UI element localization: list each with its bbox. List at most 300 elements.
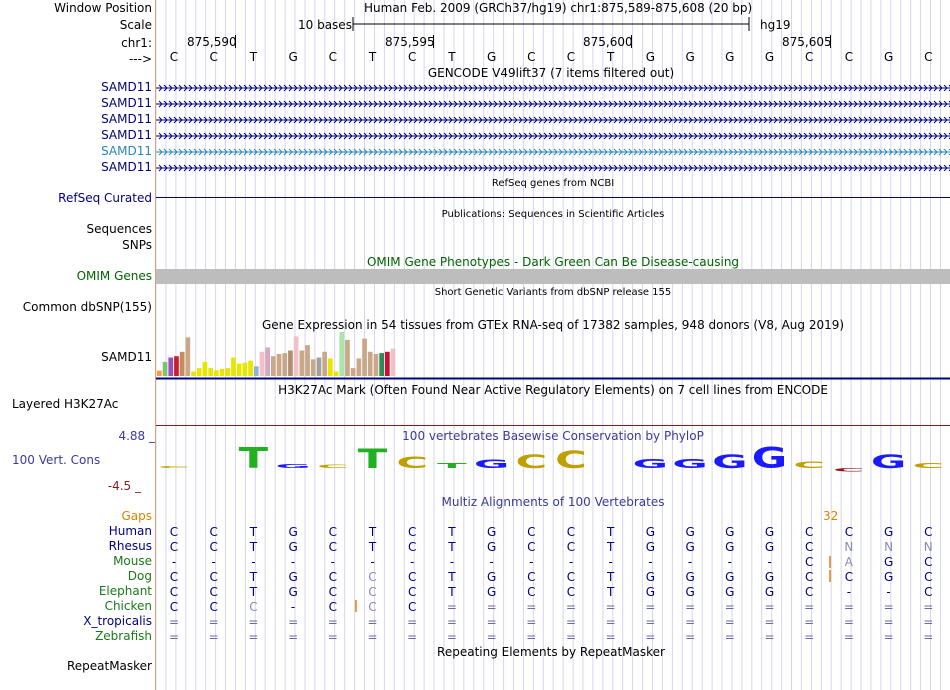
svg-text:G: G: [275, 462, 311, 470]
phylop-logo-letter: [474, 458, 509, 471]
phylop-logo-letter: [833, 468, 865, 473]
label-strand-arrow: --->: [128, 52, 152, 66]
phylop-logo-letter: [793, 460, 825, 470]
species-label-chicken: Chicken: [104, 599, 152, 613]
phylop-logo-letter: [396, 454, 428, 472]
alignment-base: =: [327, 630, 338, 644]
alignment-base: -: [648, 555, 653, 569]
alignment-base: =: [486, 615, 497, 629]
alignment-base: G: [685, 540, 695, 554]
alignment-base: =: [327, 615, 338, 629]
multiz-gap-count: 32: [823, 509, 839, 523]
alignment-base: C: [209, 540, 218, 554]
position-title: Human Feb. 2009 (GRCh37/hg19) chr1:875,589-875,608 (20 bp): [364, 1, 753, 15]
gtex-tissue-bar[interactable]: [231, 358, 236, 377]
alignment-base: C: [527, 585, 536, 599]
reference-base: C: [169, 50, 179, 64]
coord-tick-label: 875,590: [187, 35, 237, 49]
gtex-tissue-bar[interactable]: [168, 358, 173, 377]
alignment-base: =: [883, 630, 894, 644]
alignment-base: =: [923, 630, 934, 644]
alignment-base: -: [410, 555, 415, 569]
alignment-base: C: [805, 555, 814, 569]
alignment-base: T: [607, 540, 615, 554]
alignment-base: =: [446, 615, 457, 629]
gtex-tissue-bar[interactable]: [237, 364, 242, 376]
alignment-base: C: [368, 570, 377, 584]
alignment-base: G: [645, 525, 656, 539]
alignment-base: T: [448, 585, 456, 599]
phylop-logo-letter: [752, 444, 787, 475]
alignment-base: C: [209, 570, 218, 584]
gtex-tissue-bar[interactable]: [351, 368, 356, 376]
alignment-base: G: [764, 525, 775, 539]
gtex-tissue-bar[interactable]: [362, 339, 367, 376]
alignment-base: =: [565, 630, 577, 644]
alignment-base: G: [645, 540, 656, 554]
species-label-x-tropicalis: X_tropicalis: [83, 614, 152, 628]
alignment-base: C: [805, 525, 814, 539]
alignment-base: =: [407, 615, 418, 629]
gtex-tissue-bar[interactable]: [322, 352, 327, 376]
gtex-track-title: Gene Expression in 54 tissues from GTEx RNA-seq of 17382 samples, 948 donors (V8, Aug 2019): [261, 318, 845, 332]
track-label-omim[interactable]: OMIM Genes: [76, 269, 152, 283]
gtex-tissue-bar[interactable]: [180, 352, 185, 376]
scale-bar-label: 10 bases: [298, 18, 352, 32]
gtex-tissue-bar[interactable]: [385, 352, 390, 376]
gtex-tissue-bar[interactable]: [265, 347, 270, 376]
alignment-base: =: [685, 615, 696, 629]
alignment-base: -: [727, 555, 732, 569]
track-label-phylop[interactable]: 100 Vert. Cons: [12, 453, 101, 467]
svg-text:C: C: [555, 446, 587, 475]
alignment-base: N: [844, 540, 854, 554]
alignment-base: =: [446, 600, 457, 614]
species-label-elephant: Elephant: [98, 584, 152, 598]
alignment-base: =: [685, 630, 696, 644]
alignment-base: G: [883, 555, 894, 569]
species-label-mouse: Mouse: [113, 554, 152, 568]
alignment-base: C: [368, 585, 377, 599]
phylop-logo-letter: [672, 456, 707, 471]
alignment-base: =: [605, 615, 616, 629]
alignment-base: -: [290, 600, 296, 614]
reference-base: G: [288, 50, 298, 64]
alignment-base: -: [489, 555, 494, 569]
dbsnp-track-title: Short Genetic Variants from dbSNP release 155: [434, 287, 672, 298]
alignment-base: -: [568, 555, 574, 569]
gtex-tissue-bar[interactable]: [191, 372, 196, 376]
alignment-base: G: [288, 525, 298, 539]
gtex-tissue-bar[interactable]: [374, 354, 379, 376]
alignment-base: G: [645, 570, 656, 584]
alignment-base: =: [645, 630, 656, 644]
gtex-tissue-bar[interactable]: [254, 366, 259, 376]
alignment-base: -: [370, 555, 375, 569]
alignment-base: =: [486, 630, 497, 644]
track-label-snps[interactable]: SNPs: [122, 238, 152, 252]
alignment-base: =: [168, 615, 180, 629]
svg-text:G: G: [632, 456, 669, 472]
alignment-base: =: [446, 630, 457, 644]
phylop-logo-letter: [437, 462, 466, 470]
alignment-base: -: [886, 585, 891, 599]
alignment-base: G: [486, 540, 497, 554]
track-label-dbsnp[interactable]: Common dbSNP(155): [22, 300, 152, 314]
reference-base: C: [844, 50, 854, 64]
alignment-base: =: [486, 600, 497, 614]
alignment-base: N: [923, 540, 933, 554]
gtex-tissue-bar[interactable]: [288, 351, 293, 377]
gtex-tissue-bar[interactable]: [379, 353, 384, 376]
alignment-base: =: [843, 600, 854, 614]
gtex-tissue-bar[interactable]: [197, 368, 202, 376]
reference-base: C: [527, 50, 536, 64]
alignment-base: =: [526, 630, 537, 644]
phylop-logo-letter: [633, 456, 668, 471]
alignment-base: C: [328, 600, 337, 614]
track-label-h3k27ac[interactable]: Layered H3K27Ac: [12, 397, 119, 411]
alignment-base: T: [249, 540, 258, 554]
alignment-base: =: [248, 615, 259, 629]
alignment-base: C: [328, 540, 337, 554]
phylop-min-label: -4.5 _: [107, 479, 141, 493]
alignment-base: C: [328, 585, 337, 599]
alignment-base: T: [368, 540, 377, 554]
gtex-tissue-bar[interactable]: [186, 337, 191, 376]
alignment-base: C: [169, 585, 179, 599]
alignment-base: T: [448, 570, 456, 584]
alignment-base: G: [685, 585, 695, 599]
svg-text:T: T: [357, 444, 388, 475]
phylop-logo-letter: [317, 464, 349, 469]
coord-tick-label: 875,600: [583, 35, 633, 49]
species-label-human: Human: [108, 524, 152, 538]
gtex-tissue-bar[interactable]: [391, 349, 396, 376]
alignment-base: C: [924, 570, 933, 584]
alignment-base: C: [527, 540, 536, 554]
alignment-base: C: [844, 570, 854, 584]
gtex-tissue-bar[interactable]: [311, 359, 316, 376]
alignment-base: =: [288, 615, 299, 629]
alignment-base: C: [566, 525, 576, 539]
coord-tick-label: 875,595: [385, 35, 435, 49]
multiz-gaps-label: Gaps: [121, 509, 152, 523]
alignment-base: T: [607, 585, 615, 599]
alignment-base: C: [527, 525, 536, 539]
gtex-expression-chart[interactable]: [156, 332, 950, 380]
gtex-tissue-bar[interactable]: [243, 363, 248, 376]
alignment-base: T: [448, 525, 456, 539]
alignment-base: =: [605, 600, 616, 614]
alignment-base: =: [923, 600, 934, 614]
alignment-base: G: [764, 540, 775, 554]
alignment-base: =: [685, 600, 696, 614]
alignment-base: -: [290, 555, 296, 569]
gtex-tissue-bar[interactable]: [357, 358, 362, 376]
svg-text:C: C: [833, 467, 865, 473]
alignment-base: -: [171, 555, 177, 569]
phylop-logo-letter: [515, 451, 547, 473]
gene-label-samd11[interactable]: SAMD11: [101, 96, 152, 110]
phylop-track-title: 100 vertebrates Basewise Conservation by PhyloP: [402, 429, 704, 443]
repeatmasker-track-title: Repeating Elements by RepeatMasker: [437, 645, 665, 659]
alignment-base: G: [883, 525, 894, 539]
alignment-base: C: [924, 525, 933, 539]
alignment-base: G: [288, 540, 298, 554]
alignment-base: =: [526, 615, 537, 629]
alignment-base: T: [249, 585, 258, 599]
gtex-tissue-bar[interactable]: [225, 368, 230, 376]
alignment-base: -: [330, 555, 335, 569]
alignment-base: G: [486, 570, 497, 584]
track-label-refseq[interactable]: RefSeq Curated: [58, 191, 152, 205]
refseq-gene-line[interactable]: [156, 197, 950, 198]
phylop-logo-letter: [358, 444, 388, 475]
svg-text:C: C: [316, 464, 349, 470]
alignment-base: A: [844, 555, 854, 569]
alignment-base: G: [486, 525, 497, 539]
gene-label-samd11[interactable]: SAMD11: [101, 144, 152, 158]
svg-text:C: C: [515, 450, 548, 473]
alignment-base: =: [843, 615, 854, 629]
gtex-tissue-bar[interactable]: [271, 356, 276, 376]
alignment-base: C: [408, 540, 417, 554]
alignment-base: C: [566, 585, 576, 599]
alignment-base: C: [209, 585, 218, 599]
alignment-base: -: [767, 555, 772, 569]
reference-base: G: [764, 50, 775, 64]
gtex-tissue-bar[interactable]: [368, 352, 373, 376]
species-label-zebrafish: Zebrafish: [95, 629, 152, 643]
alignment-base: T: [607, 525, 615, 539]
label-window-position: Window Position: [54, 1, 152, 15]
track-label-repeatmasker[interactable]: RepeatMasker: [66, 659, 152, 673]
reference-base: C: [805, 50, 814, 64]
gene-label-samd11[interactable]: SAMD11: [101, 160, 152, 174]
gtex-tissue-bar[interactable]: [334, 372, 339, 376]
alignment-base: C: [408, 525, 417, 539]
reference-base: C: [328, 50, 337, 64]
phylop-sequence-logo[interactable]: [156, 444, 950, 484]
reference-base: G: [725, 50, 735, 64]
alignment-base: G: [486, 585, 497, 599]
gtex-tissue-bar[interactable]: [248, 361, 253, 376]
coord-tick-label: 875,605: [782, 35, 832, 49]
alignment-base: C: [527, 570, 536, 584]
gtex-tissue-bar[interactable]: [157, 371, 162, 376]
publications-track-title: Publications: Sequences in Scientific Articles: [441, 209, 665, 220]
reference-base: G: [486, 50, 497, 64]
alignment-base: =: [248, 630, 259, 644]
alignment-base: G: [288, 570, 298, 584]
alignment-base: G: [725, 585, 735, 599]
phylop-logo-letter: [712, 451, 747, 473]
alignment-base: =: [565, 600, 577, 614]
alignment-base: C: [924, 585, 933, 599]
track-image[interactable]: [156, 0, 950, 690]
gtex-tissue-bar[interactable]: [300, 351, 305, 377]
alignment-base: -: [529, 555, 534, 569]
alignment-base: T: [249, 570, 258, 584]
alignment-base: =: [208, 630, 219, 644]
gtex-tissue-bar[interactable]: [328, 358, 333, 376]
alignment-base: G: [764, 570, 775, 584]
alignment-base: G: [288, 585, 298, 599]
phylop-max-label: 4.88 _: [118, 429, 155, 443]
alignment-base: C: [169, 525, 179, 539]
gtex-tissue-bar[interactable]: [339, 332, 344, 376]
alignment-base: C: [924, 555, 933, 569]
alignment-base: =: [605, 630, 616, 644]
gtex-tissue-bar[interactable]: [163, 362, 168, 376]
phylop-logo-letter: [912, 462, 944, 470]
alignment-base: C: [328, 570, 337, 584]
alignment-base: G: [645, 585, 656, 599]
track-label-sequences[interactable]: Sequences: [86, 222, 152, 236]
alignment-base: G: [883, 570, 894, 584]
svg-text:T: T: [238, 444, 269, 475]
alignment-base: C: [209, 600, 218, 614]
alignment-base: C: [566, 570, 576, 584]
reference-base: T: [368, 50, 377, 64]
reference-base: C: [566, 50, 576, 64]
gtex-gene-label[interactable]: SAMD11: [101, 350, 152, 364]
reference-base: T: [607, 50, 615, 64]
gtex-tissue-bar[interactable]: [305, 345, 310, 376]
alignment-base: G: [685, 570, 695, 584]
alignment-base: C: [169, 570, 179, 584]
svg-text:G: G: [712, 450, 748, 473]
gene-label-samd11[interactable]: SAMD11: [101, 128, 152, 142]
alignment-base: C: [209, 525, 218, 539]
alignment-base: C: [408, 600, 417, 614]
alignment-base: =: [843, 630, 854, 644]
alignment-base: C: [169, 600, 179, 614]
svg-text:G: G: [870, 450, 907, 473]
gtex-tissue-bar[interactable]: [260, 352, 265, 376]
gtex-tissue-bar[interactable]: [208, 368, 213, 376]
alignment-base: =: [645, 600, 656, 614]
gtex-tissue-bar[interactable]: [294, 336, 299, 376]
gencode-track-title: GENCODE V49lift37 (7 items filtered out): [427, 66, 675, 80]
alignment-base: =: [407, 630, 418, 644]
alignment-base: -: [211, 555, 216, 569]
multiz-track-title: Multiz Alignments of 100 Vertebrates: [441, 495, 665, 509]
alignment-base: =: [804, 600, 815, 614]
species-label-rhesus: Rhesus: [108, 539, 152, 553]
omim-track-title: OMIM Gene Phenotypes - Dark Green Can Be Disease-causing: [366, 255, 740, 269]
phylop-logo-letter: [275, 463, 310, 470]
gene-label-samd11[interactable]: SAMD11: [101, 112, 152, 126]
gtex-tissue-bar[interactable]: [174, 356, 179, 376]
species-label-dog: Dog: [127, 569, 152, 583]
reference-base: G: [883, 50, 894, 64]
gtex-tissue-bar[interactable]: [214, 370, 219, 376]
alignment-base: =: [288, 630, 299, 644]
alignment-base: =: [764, 630, 775, 644]
alignment-base: =: [645, 615, 656, 629]
alignment-base: =: [724, 630, 735, 644]
alignment-base: =: [804, 615, 815, 629]
gene-label-samd11[interactable]: SAMD11: [101, 80, 152, 94]
alignment-base: G: [685, 525, 695, 539]
omim-gene-bar[interactable]: [156, 269, 950, 284]
alignment-base: C: [408, 570, 417, 584]
gtex-tissue-bar[interactable]: [317, 358, 322, 377]
svg-text:C: C: [396, 453, 429, 472]
alignment-base: =: [923, 615, 934, 629]
gtex-tissue-bar[interactable]: [220, 369, 225, 376]
reference-base: C: [408, 50, 417, 64]
gencode-gene-models[interactable]: [156, 80, 950, 176]
alignment-base: =: [724, 600, 735, 614]
alignment-base: -: [449, 555, 455, 569]
label-chrom: chr1:: [121, 36, 152, 50]
reference-base: C: [209, 50, 218, 64]
gtex-tissue-bar[interactable]: [203, 362, 208, 376]
reference-base: T: [448, 50, 456, 64]
reference-base: C: [924, 50, 933, 64]
alignment-base: =: [883, 615, 894, 629]
reference-base: G: [685, 50, 695, 64]
alignment-base: T: [607, 570, 615, 584]
alignment-base: T: [249, 525, 258, 539]
alignment-base: C: [805, 585, 814, 599]
gtex-tissue-bar[interactable]: [282, 353, 287, 376]
svg-text:G: G: [751, 444, 788, 475]
alignment-base: C: [566, 540, 576, 554]
alignment-base: C: [169, 540, 179, 554]
alignment-base: T: [368, 525, 377, 539]
svg-text:C: C: [158, 466, 190, 469]
alignment-base: C: [328, 525, 337, 539]
alignment-base: =: [367, 630, 378, 644]
alignment-base: G: [725, 525, 735, 539]
alignment-base: G: [764, 585, 775, 599]
phylop-logo-letter: [158, 466, 190, 468]
reference-base: G: [645, 50, 656, 64]
gtex-tissue-bar[interactable]: [277, 354, 282, 376]
alignment-base: T: [448, 540, 456, 554]
alignment-base: =: [724, 615, 735, 629]
multiz-alignment-grid[interactable]: [156, 522, 950, 646]
alignment-base: C: [368, 600, 377, 614]
alignment-base: C: [805, 540, 814, 554]
alignment-base: C: [844, 525, 854, 539]
alignment-base: -: [251, 555, 256, 569]
h3k27ac-track-title: H3K27Ac Mark (Often Found Near Active Regulatory Elements) on 7 cell lines from ENCODE: [278, 383, 828, 397]
alignment-base: -: [687, 555, 693, 569]
alignment-base: G: [725, 540, 735, 554]
alignment-base: =: [168, 630, 180, 644]
alignment-base: N: [884, 540, 894, 554]
reference-sequence: [156, 48, 950, 66]
phylop-logo-letter: [555, 447, 587, 475]
alignment-base: -: [846, 585, 852, 599]
scale-bar: [352, 15, 752, 33]
alignment-base: =: [565, 615, 577, 629]
alignment-base: =: [526, 600, 537, 614]
reference-base: T: [249, 50, 258, 64]
alignment-base: C: [805, 570, 814, 584]
alignment-base: C: [408, 585, 417, 599]
alignment-base: =: [804, 630, 815, 644]
alignment-base: =: [764, 600, 775, 614]
gtex-tissue-bar[interactable]: [345, 340, 350, 376]
alignment-base: G: [725, 570, 735, 584]
h3k27ac-baseline: [156, 425, 950, 426]
